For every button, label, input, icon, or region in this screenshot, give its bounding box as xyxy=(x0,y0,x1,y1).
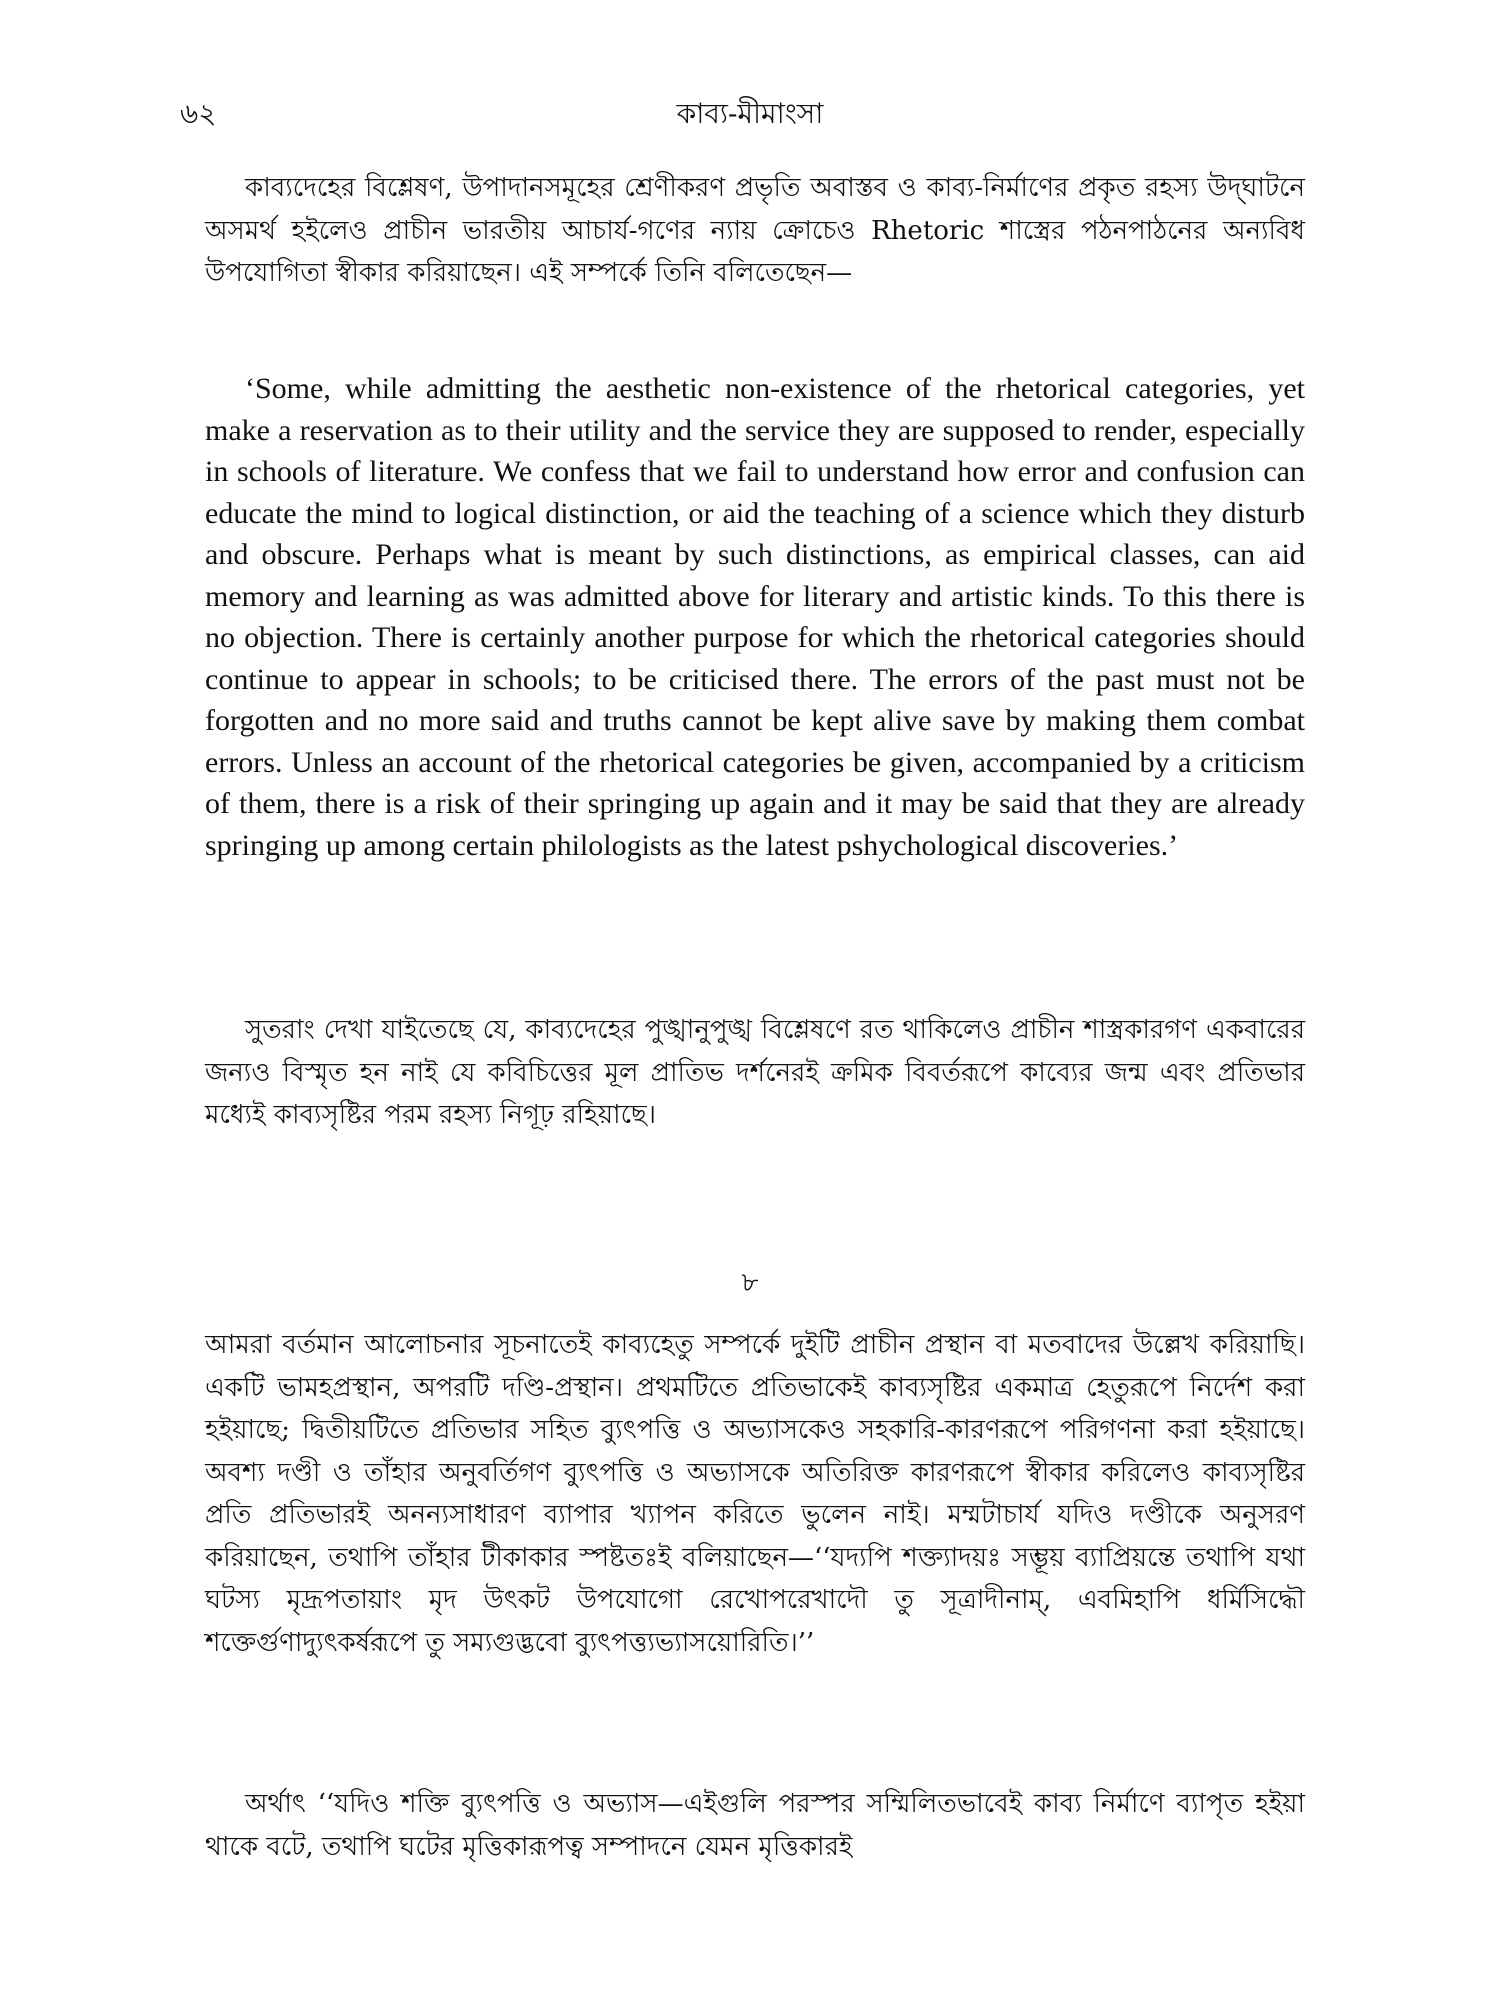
paragraph-text: অর্থাৎ ‘‘যদিও শক্তি ব্যুৎপত্তি ও অভ্যাস—এইগুলি পরস্পর সম্মিলিতভাবেই কাব্য নির্মাণে ব্যাপৃত হইয়া থাকে বটে, তথাপি ঘটের মৃত্তিকারূপত্ব সম্পাদনে যেমন মৃত্তিকারই xyxy=(205,1789,1305,1862)
paragraph-text: সুতরাং দেখা যাইতেছে যে, কাব্যদেহের পুঙ্খানুপুঙ্খ বিশ্লেষণে রত থাকিলেও প্রাচীন শাস্ত্রকারগণ একবারের জন্যও বিস্মৃত হন নাই যে কবিচিত্তের মূল প্রাতিভ দর্শনেরই ক্রমিক বিবর্তরূপে কাব্যের জন্ম এবং প্রতিভার মধ্যেই কাব্যসৃষ্টির পরম রহস্য নিগূঢ় রহিয়াছে। xyxy=(205,1015,1305,1130)
paragraph-text: কাব্যদেহের বিশ্লেষণ, উপাদানসমূহের শ্রেণীকরণ প্রভৃতি অবাস্তব ও কাব্য-নির্মাণের প্রকৃত রহস্য উদ্‌ঘাটনে অসমর্থ হইলেও প্রাচীন ভারতীয় আচার্য-গণের ন্যায় ক্রোচেও Rhetoric শাস্ত্রের পঠনপাঠনের অন্যবিধ উপযোগিতা স্বীকার করিয়াছেন। এই সম্পর্কে তিনি বলিতেছেন— xyxy=(205,173,1305,288)
section-number: ৮ xyxy=(741,1268,759,1298)
paragraph-conclusion xyxy=(205,1009,1305,1137)
page-number: ৬২ xyxy=(180,97,217,130)
quotation-text: ‘Some, while admitting the aesthetic non-existence of the rhetorical categories, yet make a reservation as to their utility and the service they are supposed to render, especially in schools of literature. We confess that we fail to understand how error and confusion can educate the mind to logical distinction, or aid the teaching of a science which they disturb and obscure. Perhaps what is meant by such distinctions, as empirical classes, can aid memory and learning as was admitted above for literary and artistic kinds. To this there is no objection. There is certainly another purpose for which the rhetorical categories should continue to appear in schools; to be criticised there. The errors of the past must not be forgotten and no more said and truths cannot be kept alive save by making them combat errors. Unless an account of the rhetorical categories be given, accompanied by a criticism of them, there is a risk of their springing up again and it may be said that they are already springing up among certain philologists as the latest pshychological discoveries.’ xyxy=(205,372,1305,862)
paragraph-intro xyxy=(205,167,1305,295)
paragraph-translation xyxy=(205,1783,1305,1868)
paragraph-text: আমরা বর্তমান আলোচনার সূচনাতেই কাব্যহেতু সম্পর্কে দুইটি প্রাচীন প্রস্থান বা মতবাদের উল্লেখ করিয়াছি। একটি ভামহপ্রস্থান, অপরটি দণ্ডি-প্রস্থান। প্রথমটিতে প্রতিভাকেই কাব্যসৃষ্টির একমাত্র হেতুরূপে নির্দেশ করা হইয়াছে; দ্বিতীয়টিতে প্রতিভার সহিত ব্যুৎপত্তি ও অভ্যাসকেও সহকারি-কারণরূপে পরিগণনা করা হইয়াছে। অবশ্য দণ্ডী ও তাঁহার অনুবর্তিগণ ব্যুৎপত্তি ও অভ্যাসকে অতিরিক্ত কারণরূপে স্বীকার করিলেও কাব্যসৃষ্টির প্রতি প্রতিভারই অনন্যসাধারণ ব্যাপার খ্যাপন করিতে ভুলেন নাই। মম্মটাচার্য যদিও দণ্ডীকে অনুসরণ করিয়াছেন, তথাপি তাঁহার টীকাকার স্পষ্টতঃই বলিয়াছেন—‘‘যদ্যপি শক্ত্যাদয়ঃ সম্ভূয় ব্যাপ্রিয়ন্তে তথাপি যথা ঘটস্য মৃদ্রূপতায়াং মৃদ উৎকট উপযোগো রেখোপরেখাদৌ তু সূত্রাদীনাম্‌, এবমিহাপি ধর্মিসিদ্ধৌ শক্তের্গুণাদ্যুৎকর্ষরূপে তু সম্যগুদ্ভবো ব্যুৎপত্ত্যভ্যাসয়োরিতি।’’ xyxy=(205,1330,1305,1658)
croce-quotation xyxy=(205,368,1305,866)
running-title: কাব্য-মীমাংসা xyxy=(676,97,824,130)
paragraph-section-8 xyxy=(205,1324,1305,1664)
